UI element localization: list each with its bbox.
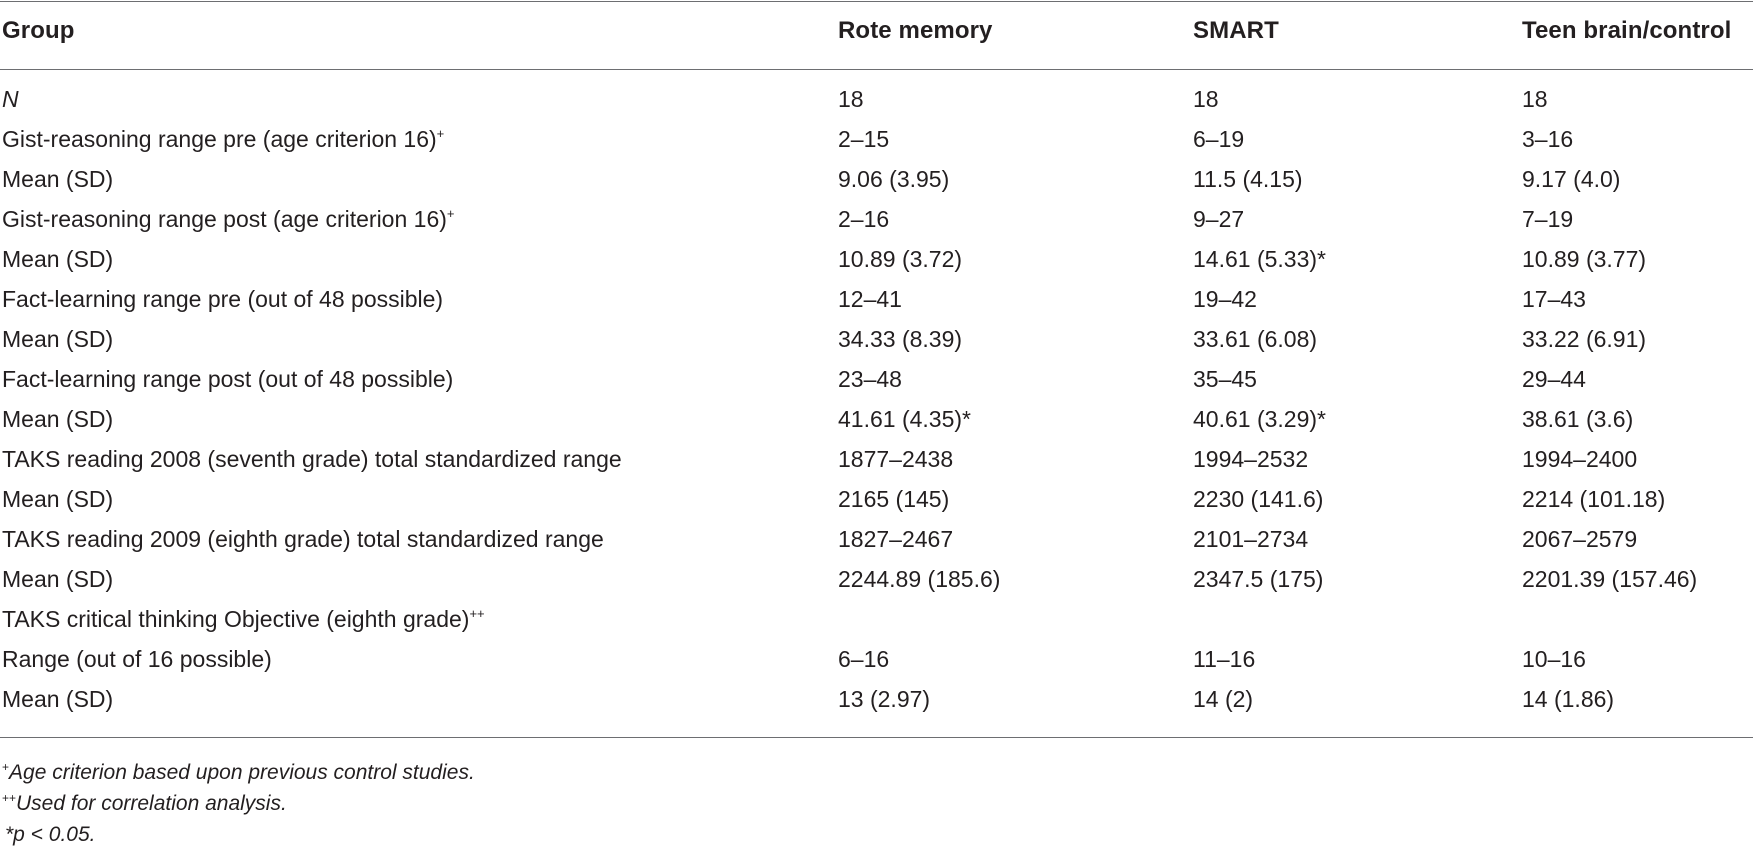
row-label-text: Mean (SD) bbox=[2, 246, 114, 272]
header-group: Group bbox=[2, 17, 75, 44]
value-cell: 14.61 (5.33)* bbox=[1193, 246, 1326, 272]
table-row bbox=[0, 520, 1753, 560]
table-row bbox=[0, 280, 1753, 320]
table-row bbox=[0, 120, 1753, 160]
table-row bbox=[0, 480, 1753, 520]
header-teen-brain-control: Teen brain/control bbox=[1522, 17, 1732, 44]
table-row bbox=[0, 240, 1753, 280]
footnote-marker: ++ bbox=[469, 606, 485, 621]
value-cell: 41.61 (4.35)* bbox=[838, 406, 971, 432]
value-cell: 10.89 (3.72) bbox=[838, 246, 963, 272]
value-cell: 13 (2.97) bbox=[838, 686, 931, 712]
value-cell: 2230 (141.6) bbox=[1193, 486, 1324, 512]
header-smart: SMART bbox=[1193, 17, 1279, 44]
table-row bbox=[0, 80, 1753, 120]
row-label-text: TAKS reading 2009 (eighth grade) total standardized range bbox=[2, 526, 604, 552]
value-cell: 2347.5 (175) bbox=[1193, 566, 1324, 592]
table-body bbox=[0, 80, 1753, 720]
value-cell: 14 (2) bbox=[1193, 686, 1254, 712]
footnote-marker: ++ bbox=[2, 791, 17, 805]
row-label-text: Mean (SD) bbox=[2, 326, 114, 352]
value-cell: 9–27 bbox=[1193, 206, 1245, 232]
row-label bbox=[2, 246, 113, 273]
footnote-text: *p < 0.05. bbox=[5, 823, 96, 846]
row-label-text: TAKS critical thinking Objective (eighth grade) bbox=[2, 606, 470, 632]
value-cell: 11–16 bbox=[1193, 646, 1256, 672]
row-label bbox=[2, 206, 455, 233]
row-label-text: Mean (SD) bbox=[2, 166, 114, 192]
table-row bbox=[0, 680, 1753, 720]
value-cell: 2165 (145) bbox=[838, 486, 950, 512]
table-row bbox=[0, 160, 1753, 200]
row-label-text: Mean (SD) bbox=[2, 566, 114, 592]
value-cell: 6–16 bbox=[838, 646, 890, 672]
table-row bbox=[0, 360, 1753, 400]
row-label-text: Mean (SD) bbox=[2, 686, 114, 712]
value-cell: 10–16 bbox=[1522, 646, 1586, 672]
value-cell: 18 bbox=[1522, 86, 1548, 112]
row-label-text: Mean (SD) bbox=[2, 406, 114, 432]
value-cell: 33.22 (6.91) bbox=[1522, 326, 1647, 352]
value-cell: 23–48 bbox=[838, 366, 902, 392]
row-label bbox=[2, 126, 444, 153]
value-cell: 2101–2734 bbox=[1193, 526, 1309, 552]
value-cell: 2201.39 (157.46) bbox=[1522, 566, 1698, 592]
value-cell: 34.33 (8.39) bbox=[838, 326, 963, 352]
header-rote-memory: Rote memory bbox=[838, 17, 993, 44]
row-label bbox=[2, 406, 113, 433]
value-cell: 19–42 bbox=[1193, 286, 1257, 312]
footnote-marker: + bbox=[446, 206, 455, 221]
table-footnotes bbox=[2, 757, 475, 850]
value-cell: 7–19 bbox=[1522, 206, 1574, 232]
value-cell: 18 bbox=[1193, 86, 1219, 112]
table-row bbox=[0, 320, 1753, 360]
row-label bbox=[2, 286, 443, 313]
footnote bbox=[2, 757, 475, 788]
row-label bbox=[2, 86, 19, 113]
row-label bbox=[2, 526, 604, 553]
value-cell: 29–44 bbox=[1522, 366, 1586, 392]
value-cell: 38.61 (3.6) bbox=[1522, 406, 1634, 432]
value-cell: 10.89 (3.77) bbox=[1522, 246, 1647, 272]
value-cell: 1994–2532 bbox=[1193, 446, 1309, 472]
value-cell: 1827–2467 bbox=[838, 526, 954, 552]
value-cell: 1877–2438 bbox=[838, 446, 954, 472]
value-cell: 9.06 (3.95) bbox=[838, 166, 950, 192]
row-label bbox=[2, 366, 453, 393]
table-row bbox=[0, 560, 1753, 600]
value-cell: 2214 (101.18) bbox=[1522, 486, 1666, 512]
table-row bbox=[0, 400, 1753, 440]
row-label bbox=[2, 686, 113, 713]
value-cell: 1994–2400 bbox=[1522, 446, 1638, 472]
row-label bbox=[2, 566, 113, 593]
value-cell: 14 (1.86) bbox=[1522, 686, 1615, 712]
row-label-text: Range (out of 16 possible) bbox=[2, 646, 272, 672]
table-row bbox=[0, 200, 1753, 240]
value-cell: 3–16 bbox=[1522, 126, 1574, 152]
row-label bbox=[2, 166, 113, 193]
row-label-text: Gist-reasoning range pre (age criterion 16) bbox=[2, 126, 437, 152]
value-cell: 2067–2579 bbox=[1522, 526, 1638, 552]
row-label-text: Mean (SD) bbox=[2, 486, 114, 512]
value-cell: 2244.89 (185.6) bbox=[838, 566, 1001, 592]
table-row bbox=[0, 440, 1753, 480]
table-row bbox=[0, 600, 1753, 640]
footnote bbox=[2, 788, 475, 819]
value-cell: 2–15 bbox=[838, 126, 890, 152]
row-label bbox=[2, 486, 113, 513]
table-header-rule bbox=[0, 69, 1753, 70]
row-label bbox=[2, 446, 622, 473]
value-cell: 12–41 bbox=[838, 286, 902, 312]
value-cell: 9.17 (4.0) bbox=[1522, 166, 1621, 192]
value-cell: 33.61 (6.08) bbox=[1193, 326, 1318, 352]
value-cell: 2–16 bbox=[838, 206, 890, 232]
row-label bbox=[2, 326, 113, 353]
footnote bbox=[2, 819, 475, 850]
footnote-text: Used for correlation analysis. bbox=[16, 792, 287, 815]
row-label-text: Fact-learning range post (out of 48 possible) bbox=[2, 366, 454, 392]
row-label-text: Gist-reasoning range post (age criterion 16) bbox=[2, 206, 447, 232]
footnote-marker: + bbox=[436, 126, 445, 141]
row-label-text: N bbox=[2, 86, 19, 112]
table-row bbox=[0, 640, 1753, 680]
value-cell: 18 bbox=[838, 86, 864, 112]
value-cell: 6–19 bbox=[1193, 126, 1245, 152]
row-label-text: TAKS reading 2008 (seventh grade) total standardized range bbox=[2, 446, 622, 472]
row-label-text: Fact-learning range pre (out of 48 possible) bbox=[2, 286, 444, 312]
value-cell: 11.5 (4.15) bbox=[1193, 166, 1303, 192]
footnote-text: Age criterion based upon previous control studies. bbox=[9, 761, 475, 784]
value-cell: 17–43 bbox=[1522, 286, 1586, 312]
footnote-marker: + bbox=[2, 760, 10, 774]
row-label bbox=[2, 606, 485, 633]
value-cell: 35–45 bbox=[1193, 366, 1257, 392]
value-cell: 40.61 (3.29)* bbox=[1193, 406, 1326, 432]
table-top-rule bbox=[0, 1, 1753, 2]
row-label bbox=[2, 646, 272, 673]
table-bottom-rule bbox=[0, 737, 1753, 738]
